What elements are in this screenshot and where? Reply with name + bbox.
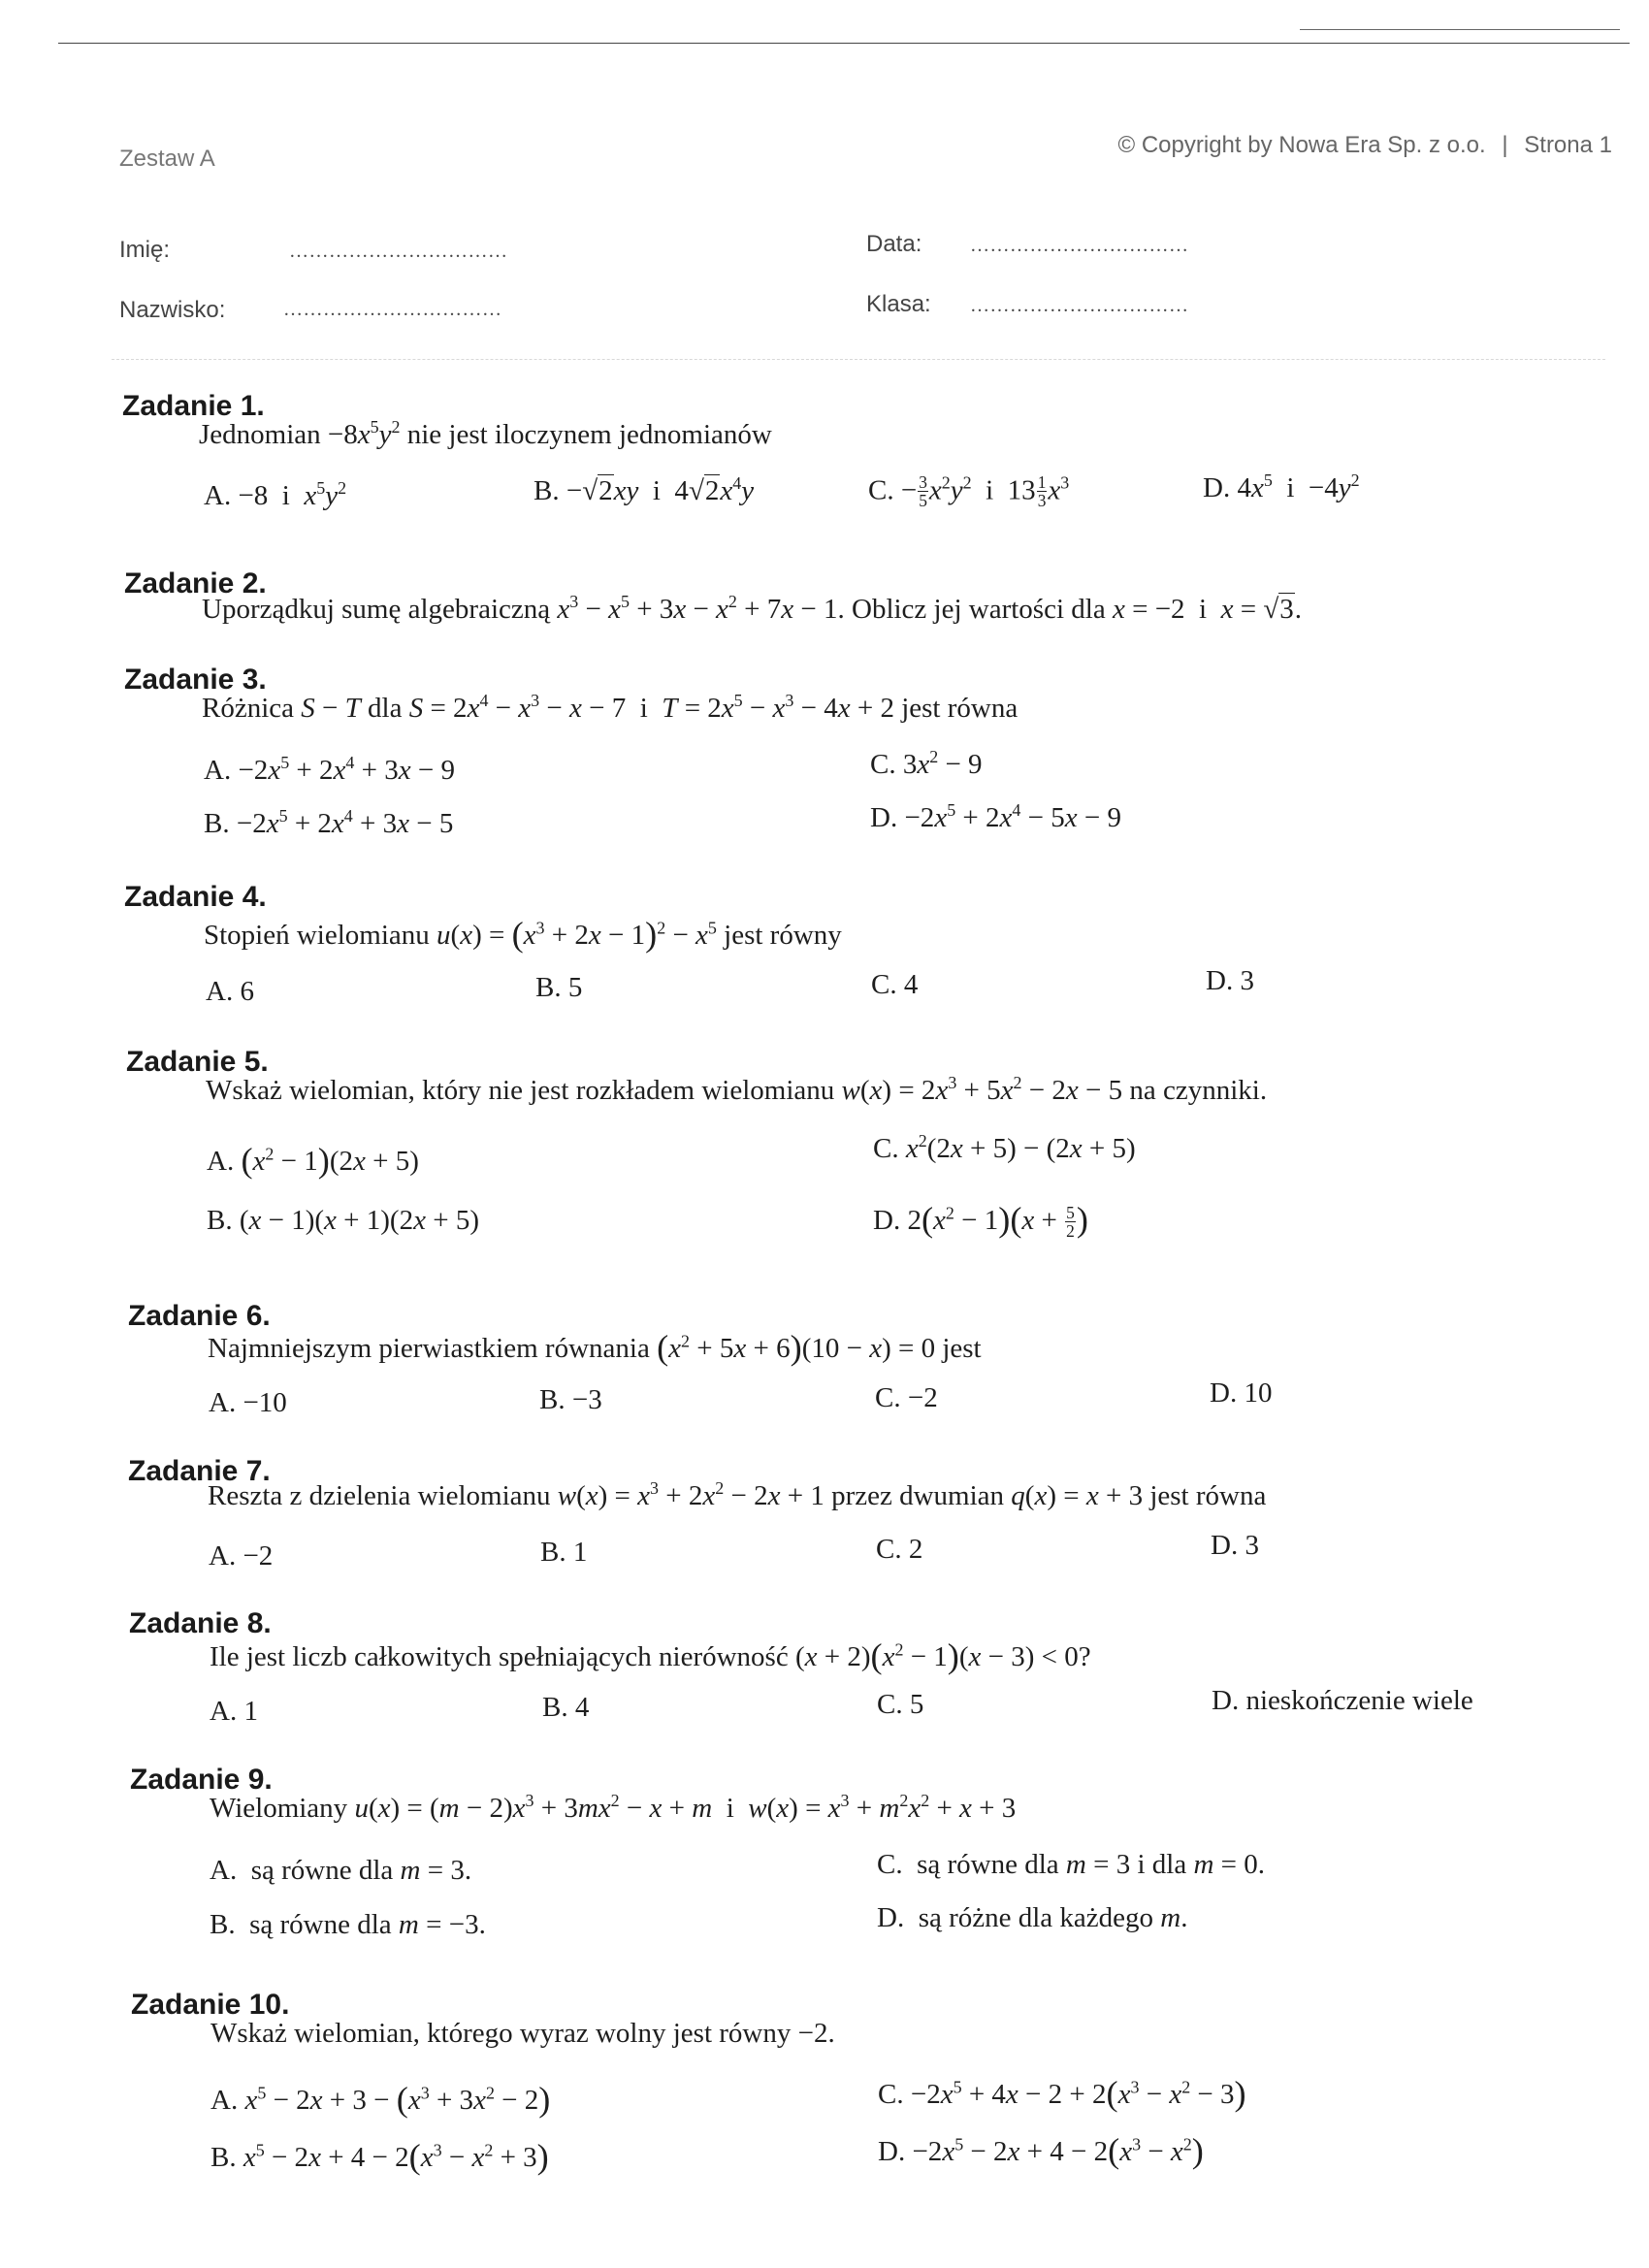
task-9-option-c[interactable]: C. są równe dla m = 3 i dla m = 0. — [877, 1849, 1266, 1880]
surname-field[interactable]: …………………………… — [283, 299, 502, 320]
task-1-option-c[interactable]: C. − $\frac{3}{5}$ $x^2y^2$ i 13 $\frac{1}{3}$ $x^3$ — [868, 472, 1070, 511]
task-5-option-c[interactable]: C. $x^2(2x + 5) - (2x + 5)$ — [873, 1131, 1136, 1164]
task-1-text: Jednomian $-8x^5y^2$ nie jest iloczynem jednomianów — [199, 417, 772, 450]
task-7-option-b[interactable]: B. 1 — [540, 1537, 588, 1568]
surname-label: Nazwisko: — [119, 297, 226, 323]
task-6-option-c[interactable]: C. −2 — [875, 1382, 938, 1413]
task-7-option-c[interactable]: C. 2 — [876, 1534, 923, 1565]
task-8-option-b[interactable]: B. 4 — [542, 1692, 590, 1723]
class-label: Klasa: — [866, 291, 931, 317]
name-field[interactable]: …………………………… — [289, 241, 508, 262]
scan-top-rule — [58, 43, 1630, 44]
task-4-option-d[interactable]: D. 3 — [1206, 965, 1254, 996]
task-10-option-c[interactable]: C. $-2x^5 + 4x - 2 + 2(x^3 - x^2 - 3)$ — [878, 2074, 1246, 2113]
task-10-option-a[interactable]: A. $x^5 - 2x + 3 - (x^3 + 3x^2 - 2)$ — [210, 2080, 551, 2119]
task-1-title: Zadanie 1. — [122, 390, 265, 422]
task-4-option-a[interactable]: A. 6 — [206, 976, 254, 1007]
set-label: Zestaw A — [119, 146, 215, 172]
task-4-text: Stopień wielomianu $u(x) = (x^3 + 2x - 1)^2 - x^5$ jest równy — [204, 915, 842, 954]
task-6-option-b[interactable]: B. −3 — [539, 1384, 602, 1415]
task-6-option-d[interactable]: D. 10 — [1210, 1377, 1273, 1409]
task-2-text: Uporządkuj sumę algebraiczną $x^3 - x^5 + 3x - x^2 + 7x - 1$. Oblicz jej wartości dla x = −2 i x = √3. — [202, 592, 1303, 625]
date-label: Data: — [866, 231, 922, 257]
task-9-option-d[interactable]: D. są różne dla każdego m. — [877, 1902, 1188, 1933]
task-1-option-a[interactable]: A. −8 i $x^5y^2$ — [204, 478, 347, 511]
task-3-option-c[interactable]: C. $3x^2 - 9$ — [870, 747, 983, 780]
date-field[interactable]: …………………………… — [970, 235, 1189, 256]
task-10-text: Wskaż wielomian, którego wyraz wolny jest równy −2. — [210, 2018, 835, 2049]
task-8-title: Zadanie 8. — [129, 1607, 272, 1639]
scan-top-rule-short — [1300, 29, 1620, 30]
task-8-option-a[interactable]: A. 1 — [210, 1696, 258, 1727]
task-7-option-d[interactable]: D. 3 — [1211, 1530, 1259, 1561]
task-2-title: Zadanie 2. — [124, 567, 267, 599]
task-3-option-d[interactable]: D. $-2x^5 + 2x^4 - 5x - 9$ — [870, 800, 1121, 833]
task-5-option-a[interactable]: A. $(x^2 - 1)(2x + 5)$ — [207, 1141, 419, 1180]
task-9-option-a[interactable]: A. są równe dla m = 3. — [210, 1855, 472, 1886]
task-3-option-a[interactable]: A. $-2x^5 + 2x^4 + 3x - 9$ — [204, 753, 455, 786]
task-8-option-d[interactable]: D. nieskończenie wiele — [1212, 1685, 1473, 1716]
task-9-text: Wielomiany $u(x) = (m - 2)x^3 + 3mx^2 - x + m$ i $w(x) = x^3 + m^2x^2 + x + 3$ — [210, 1791, 1017, 1824]
task-7-text: Reszta z dzielenia wielomianu $w(x) = x^3 + 2x^2 - 2x + 1$ przez dwumian q(x) = x + 3 jest równa — [208, 1478, 1267, 1511]
task-5-text: Wskaż wielomian, który nie jest rozkładem wielomianu $w(x) = 2x^3 + 5x^2 - 2x - 5$ na czynniki. — [206, 1073, 1268, 1106]
task-9-title: Zadanie 9. — [130, 1764, 273, 1796]
class-field[interactable]: …………………………… — [970, 295, 1189, 316]
name-label: Imię: — [119, 237, 171, 263]
copyright-text: © Copyright by Nowa Era Sp. z o.o. — [1117, 132, 1486, 158]
task-10-option-b[interactable]: B. $x^5 - 2x + 4 - 2(x^3 - x^2 + 3)$ — [210, 2137, 549, 2176]
task-7-option-a[interactable]: A. −2 — [209, 1540, 274, 1571]
task-6-option-a[interactable]: A. −10 — [209, 1387, 287, 1418]
task-6-title: Zadanie 6. — [128, 1300, 271, 1332]
task-8-option-c[interactable]: C. 5 — [877, 1689, 924, 1720]
task-9-option-b[interactable]: B. są równe dla m = −3. — [210, 1909, 486, 1940]
task-4-title: Zadanie 4. — [124, 881, 267, 913]
task-3-text: Różnica S − T dla $S = 2x^4 - x^3 - x - 7$ i $T = 2x^5 - x^3 - 4x + 2$ jest równa — [202, 691, 1018, 724]
task-8-text: Ile jest liczb całkowitych spełniających nierówność $(x + 2)(x^2 - 1)(x - 3) < 0$? — [210, 1636, 1091, 1675]
divider — [112, 359, 1605, 360]
task-3-title: Zadanie 3. — [124, 664, 267, 696]
task-3-option-b[interactable]: B. $-2x^5 + 2x^4 + 3x - 5$ — [204, 806, 454, 839]
header-separator: | — [1502, 132, 1508, 158]
task-7-title: Zadanie 7. — [128, 1455, 271, 1487]
task-5-option-b[interactable]: B. (x − 1)(x + 1)(2x + 5) — [207, 1205, 479, 1236]
task-5-title: Zadanie 5. — [126, 1046, 269, 1078]
task-4-option-c[interactable]: C. 4 — [871, 969, 919, 1000]
task-1-option-b[interactable]: B. −√2xy i $4√2x^4y$ — [534, 473, 755, 506]
task-1-option-d[interactable]: D. $4x^5$ $i -4y^2$ — [1203, 470, 1360, 503]
task-6-text: Najmniejszym pierwiastkiem równania $(x^2 + 5x + 6)(10 - x) = 0$ jest — [208, 1328, 982, 1367]
task-4-option-b[interactable]: B. 5 — [535, 972, 583, 1003]
page-header-right — [1118, 132, 1613, 159]
task-10-title: Zadanie 10. — [131, 1989, 290, 2021]
task-5-option-d[interactable]: D. $2(x^2 - 1)(x$ + $\frac{5}{2}$ ) — [873, 1200, 1088, 1242]
task-10-option-d[interactable]: D. $-2x^5 - 2x + 4 - 2(x^3 - x^2)$ — [878, 2131, 1204, 2170]
page-number: Strona 1 — [1524, 132, 1612, 158]
